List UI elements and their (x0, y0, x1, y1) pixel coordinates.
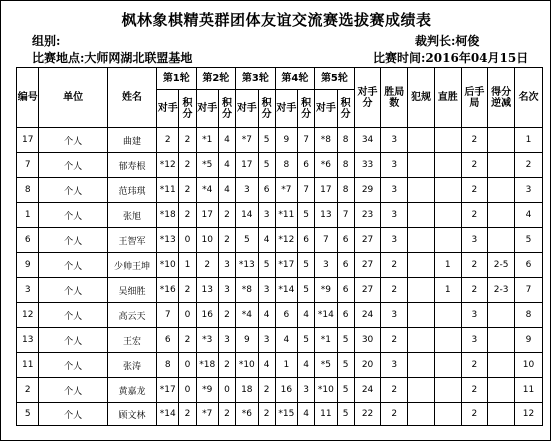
cell-round-3-points: 3 (258, 328, 275, 353)
cell-rank: 5 (515, 228, 543, 253)
cell-round-4-opponent: *11 (275, 203, 297, 228)
chief-judge: 裁判长:柯俊 (415, 34, 480, 48)
cell-direct: 1 (434, 253, 461, 278)
cell-round-1-points: 2 (179, 403, 196, 426)
cell-round-5-opponent: 17 (315, 178, 337, 203)
cell-wins: 3 (381, 203, 408, 228)
cell-foul (408, 253, 435, 278)
header-rank: 名次 (515, 68, 543, 128)
cell-reverse (488, 178, 515, 203)
cell-round-3-opponent: 18 (236, 378, 258, 403)
table-row (17, 403, 543, 426)
cell-round-2-points: 2 (219, 303, 236, 328)
cell-direct: 1 (434, 278, 461, 303)
cell-round-1-opponent: *18 (157, 203, 179, 228)
cell-round-1-opponent: *17 (157, 378, 179, 403)
cell-round-2-opponent: *1 (196, 128, 218, 153)
cell-round-4-points: 6 (298, 153, 315, 178)
cell-reverse (488, 203, 515, 228)
header-round-1-pts: 积分 (179, 90, 196, 128)
cell-round-3-points: 4 (258, 353, 275, 378)
cell-second-hand: 2 (461, 253, 488, 278)
cell-round-1-points: 0 (179, 378, 196, 403)
cell-round-1-opponent: *12 (157, 153, 179, 178)
table-row (17, 278, 543, 303)
cell-round-1-opponent: *11 (157, 178, 179, 203)
cell-foul (408, 178, 435, 203)
cell-round-4-opponent: *12 (275, 228, 297, 253)
cell-opp-score: 23 (354, 203, 381, 228)
cell-foul (408, 303, 435, 328)
cell-round-1-opponent: 7 (157, 303, 179, 328)
header-round-2-opp: 对手 (196, 90, 218, 128)
cell-round-3-points: 4 (258, 228, 275, 253)
header-round-3-opp: 对手 (236, 90, 258, 128)
cell-unit: 个人 (39, 403, 107, 426)
cell-round-3-points: 4 (258, 303, 275, 328)
cell-round-5-points: 8 (337, 128, 354, 153)
cell-rank: 2 (515, 153, 543, 178)
cell-rank: 10 (515, 353, 543, 378)
cell-round-3-points: 2 (258, 403, 275, 426)
cell-round-4-points: 5 (298, 278, 315, 303)
cell-name: 黄嘉龙 (107, 378, 156, 403)
cell-round-4-opponent: 1 (275, 353, 297, 378)
cell-round-5-points: 6 (337, 278, 354, 303)
cell-unit: 个人 (39, 328, 107, 353)
cell-round-5-opponent: 13 (315, 203, 337, 228)
cell-round-3-points: 5 (258, 153, 275, 178)
cell-opp-score: 33 (354, 153, 381, 178)
cell-name: 顾文林 (107, 403, 156, 426)
cell-name: 张涛 (107, 353, 156, 378)
cell-rank: 12 (515, 403, 543, 426)
cell-round-4-opponent: *15 (275, 403, 297, 426)
cell-second-hand: 2 (461, 403, 488, 426)
cell-round-1-opponent: *14 (157, 403, 179, 426)
cell-round-1-points: 2 (179, 178, 196, 203)
cell-round-5-points: 5 (337, 403, 354, 426)
cell-round-2-opponent: *9 (196, 378, 218, 403)
header-wins: 胜局数 (381, 68, 408, 128)
cell-round-4-points: 5 (298, 253, 315, 278)
cell-round-5-opponent: 7 (315, 228, 337, 253)
cell-round-5-opponent: *5 (315, 353, 337, 378)
cell-rank: 1 (515, 128, 543, 153)
cell-round-4-points: 4 (298, 403, 315, 426)
cell-foul (408, 278, 435, 303)
cell-wins: 3 (381, 228, 408, 253)
cell-opp-score: 27 (354, 278, 381, 303)
cell-round-1-points: 2 (179, 328, 196, 353)
cell-round-5-points: 5 (337, 328, 354, 353)
cell-round-4-opponent: 8 (275, 153, 297, 178)
sheet-title: 枫林象棋精英群团体友谊交流赛选拔赛成绩表 (121, 11, 432, 29)
cell-round-5-opponent: *9 (315, 278, 337, 303)
header-round-2: 第2轮 (196, 68, 236, 90)
header-round-5-opp: 对手 (315, 90, 337, 128)
cell-opp-score: 29 (354, 178, 381, 203)
cell-round-2-opponent: *7 (196, 403, 218, 426)
cell-round-2-opponent: *3 (196, 328, 218, 353)
cell-round-2-points: 2 (219, 228, 236, 253)
cell-round-1-points: 2 (179, 203, 196, 228)
cell-round-4-opponent: 6 (275, 303, 297, 328)
group-label: 组别: (32, 34, 61, 48)
cell-second-hand: 3 (461, 328, 488, 353)
cell-rank: 8 (515, 303, 543, 328)
table-row (17, 253, 543, 278)
cell-round-5-opponent: *1 (315, 328, 337, 353)
cell-round-2-opponent: 17 (196, 203, 218, 228)
cell-name: 少帅王坤 (107, 253, 156, 278)
cell-name: 王智军 (107, 228, 156, 253)
table-row (17, 178, 543, 203)
cell-wins: 2 (381, 403, 408, 426)
cell-round-4-opponent: 9 (275, 128, 297, 153)
cell-opp-score: 27 (354, 253, 381, 278)
cell-no: 17 (17, 128, 39, 153)
cell-opp-score: 34 (354, 128, 381, 153)
cell-round-2-opponent: 13 (196, 278, 218, 303)
cell-round-2-opponent: *4 (196, 178, 218, 203)
cell-second-hand: 2 (461, 153, 488, 178)
cell-wins: 3 (381, 178, 408, 203)
cell-foul (408, 153, 435, 178)
cell-round-3-opponent: *4 (236, 303, 258, 328)
table-row (17, 228, 543, 253)
cell-round-4-points: 6 (298, 228, 315, 253)
header-round-3: 第3轮 (236, 68, 276, 90)
header-round-1-opp: 对手 (157, 90, 179, 128)
cell-unit: 个人 (39, 153, 107, 178)
cell-round-1-points: 1 (179, 253, 196, 278)
cell-second-hand: 2 (461, 203, 488, 228)
cell-round-4-points: 7 (298, 178, 315, 203)
cell-round-3-opponent: *7 (236, 128, 258, 153)
header-round-3-pts: 积分 (258, 90, 275, 128)
header-foul: 犯规 (408, 68, 435, 128)
cell-direct (434, 353, 461, 378)
cell-opp-score: 22 (354, 403, 381, 426)
cell-reverse (488, 128, 515, 153)
header-opp-score: 对手分 (354, 68, 381, 128)
cell-name: 张旭 (107, 203, 156, 228)
cell-direct (434, 378, 461, 403)
cell-round-3-opponent: 5 (236, 228, 258, 253)
cell-no: 9 (17, 253, 39, 278)
cell-foul (408, 328, 435, 353)
cell-round-4-points: 5 (298, 203, 315, 228)
cell-direct (434, 328, 461, 353)
cell-unit: 个人 (39, 353, 107, 378)
cell-no: 8 (17, 178, 39, 203)
cell-round-4-points: 7 (298, 128, 315, 153)
cell-wins: 2 (381, 328, 408, 353)
cell-round-3-points: 5 (258, 128, 275, 153)
cell-rank: 3 (515, 178, 543, 203)
cell-no: 12 (17, 303, 39, 328)
cell-round-1-points: 0 (179, 353, 196, 378)
cell-opp-score: 20 (354, 353, 381, 378)
cell-no: 13 (17, 328, 39, 353)
header-round-4-pts: 积分 (298, 90, 315, 128)
cell-round-4-points: 4 (298, 303, 315, 328)
cell-round-4-opponent: *14 (275, 278, 297, 303)
cell-round-1-opponent: *16 (157, 278, 179, 303)
cell-rank: 9 (515, 328, 543, 353)
cell-foul (408, 378, 435, 403)
cell-round-3-opponent: 14 (236, 203, 258, 228)
cell-reverse (488, 328, 515, 353)
cell-no: 11 (17, 353, 39, 378)
table-row (17, 378, 543, 403)
cell-unit: 个人 (39, 253, 107, 278)
cell-wins: 2 (381, 378, 408, 403)
header-round-4-opp: 对手 (275, 90, 297, 128)
cell-round-2-points: 4 (219, 128, 236, 153)
cell-name: 高云天 (107, 303, 156, 328)
cell-second-hand: 3 (461, 303, 488, 328)
cell-wins: 3 (381, 303, 408, 328)
cell-round-3-points: 5 (258, 253, 275, 278)
cell-round-4-opponent: 16 (275, 378, 297, 403)
cell-wins: 3 (381, 353, 408, 378)
cell-round-2-opponent: 10 (196, 228, 218, 253)
cell-unit: 个人 (39, 203, 107, 228)
header-round-4: 第4轮 (275, 68, 315, 90)
cell-foul (408, 403, 435, 426)
cell-round-1-points: 0 (179, 303, 196, 328)
header-round-2-pts: 积分 (219, 90, 236, 128)
cell-foul (408, 353, 435, 378)
cell-foul (408, 228, 435, 253)
cell-reverse (488, 378, 515, 403)
header-second-hand: 后手局 (461, 68, 488, 128)
cell-unit: 个人 (39, 128, 107, 153)
cell-round-5-opponent: *10 (315, 378, 337, 403)
cell-name: 郁寿根 (107, 153, 156, 178)
cell-reverse (488, 153, 515, 178)
cell-foul (408, 203, 435, 228)
cell-round-1-opponent: 6 (157, 328, 179, 353)
cell-second-hand: 2 (461, 278, 488, 303)
cell-round-1-opponent: 8 (157, 353, 179, 378)
cell-round-2-opponent: *5 (196, 153, 218, 178)
cell-round-5-points: 5 (337, 378, 354, 403)
cell-reverse: 2-3 (488, 278, 515, 303)
cell-no: 2 (17, 378, 39, 403)
cell-round-2-points: 4 (219, 178, 236, 203)
cell-round-1-points: 2 (179, 128, 196, 153)
cell-no: 1 (17, 203, 39, 228)
cell-name: 吴细胜 (107, 278, 156, 303)
cell-round-5-points: 6 (337, 228, 354, 253)
cell-direct (434, 228, 461, 253)
cell-reverse: 2-5 (488, 253, 515, 278)
cell-round-4-opponent: *7 (275, 178, 297, 203)
cell-name: 范玮琪 (107, 178, 156, 203)
cell-round-3-opponent: *10 (236, 353, 258, 378)
cell-round-4-points: 5 (298, 328, 315, 353)
cell-round-1-points: 0 (179, 228, 196, 253)
header-round-5-pts: 积分 (337, 90, 354, 128)
cell-round-2-opponent: 2 (196, 253, 218, 278)
cell-round-4-points: 3 (298, 378, 315, 403)
cell-round-4-opponent: *17 (275, 253, 297, 278)
cell-direct (434, 178, 461, 203)
cell-direct (434, 403, 461, 426)
match-date: 比赛时间:2016年04月15日 (373, 51, 529, 65)
cell-opp-score: 24 (354, 378, 381, 403)
cell-wins: 3 (381, 128, 408, 153)
cell-round-4-opponent: 4 (275, 328, 297, 353)
cell-round-2-points: 2 (219, 353, 236, 378)
cell-round-1-points: 2 (179, 278, 196, 303)
cell-round-1-opponent: 2 (157, 128, 179, 153)
cell-round-3-points: 3 (258, 203, 275, 228)
cell-second-hand: 2 (461, 128, 488, 153)
header-no: 编号 (17, 68, 39, 128)
cell-unit: 个人 (39, 378, 107, 403)
cell-round-2-points: 4 (219, 153, 236, 178)
cell-direct (434, 153, 461, 178)
cell-rank: 4 (515, 203, 543, 228)
cell-second-hand: 2 (461, 378, 488, 403)
cell-wins: 2 (381, 278, 408, 303)
cell-unit: 个人 (39, 178, 107, 203)
cell-name: 曲建 (107, 128, 156, 153)
cell-round-5-opponent: 3 (315, 253, 337, 278)
cell-rank: 11 (515, 378, 543, 403)
cell-unit: 个人 (39, 228, 107, 253)
cell-round-3-points: 3 (258, 278, 275, 303)
cell-round-5-points: 8 (337, 153, 354, 178)
cell-direct (434, 128, 461, 153)
cell-round-1-opponent: *10 (157, 253, 179, 278)
cell-round-2-points: 3 (219, 278, 236, 303)
cell-name: 王宏 (107, 328, 156, 353)
cell-round-3-opponent: 9 (236, 328, 258, 353)
table-row (17, 328, 543, 353)
cell-opp-score: 24 (354, 303, 381, 328)
header-round-5: 第5轮 (315, 68, 355, 90)
cell-round-3-opponent: *8 (236, 278, 258, 303)
cell-second-hand: 3 (461, 228, 488, 253)
cell-no: 3 (17, 278, 39, 303)
cell-opp-score: 27 (354, 228, 381, 253)
cell-direct (434, 203, 461, 228)
venue: 比赛地点:大师网湖北联盟基地 (32, 51, 193, 65)
cell-round-3-opponent: 3 (236, 178, 258, 203)
cell-round-4-points: 4 (298, 353, 315, 378)
cell-rank: 6 (515, 253, 543, 278)
cell-no: 5 (17, 403, 39, 426)
cell-round-2-opponent: 16 (196, 303, 218, 328)
table-row (17, 153, 543, 178)
cell-reverse (488, 228, 515, 253)
cell-round-5-points: 8 (337, 178, 354, 203)
cell-reverse (488, 353, 515, 378)
results-table (16, 67, 543, 426)
cell-round-5-opponent: *6 (315, 153, 337, 178)
cell-round-1-opponent: *13 (157, 228, 179, 253)
cell-round-5-points: 6 (337, 303, 354, 328)
cell-round-5-points: 6 (337, 253, 354, 278)
cell-round-3-opponent: *13 (236, 253, 258, 278)
header-name: 姓名 (107, 68, 156, 128)
cell-reverse (488, 303, 515, 328)
cell-foul (408, 128, 435, 153)
cell-round-5-opponent: *8 (315, 128, 337, 153)
cell-no: 7 (17, 153, 39, 178)
table-row (17, 203, 543, 228)
cell-round-2-points: 2 (219, 203, 236, 228)
cell-round-3-opponent: *6 (236, 403, 258, 426)
cell-round-2-points: 0 (219, 378, 236, 403)
cell-round-2-opponent: *18 (196, 353, 218, 378)
cell-second-hand: 2 (461, 353, 488, 378)
cell-unit: 个人 (39, 303, 107, 328)
cell-second-hand: 2 (461, 178, 488, 203)
header-unit: 单位 (39, 68, 107, 128)
cell-reverse (488, 403, 515, 426)
table-row (17, 303, 543, 328)
header-direct: 直胜 (434, 68, 461, 128)
cell-no: 6 (17, 228, 39, 253)
cell-round-5-points: 5 (337, 353, 354, 378)
cell-wins: 3 (381, 153, 408, 178)
cell-round-1-points: 2 (179, 153, 196, 178)
cell-round-5-opponent: 11 (315, 403, 337, 426)
cell-round-3-points: 6 (258, 178, 275, 203)
header-reverse: 得分逆减 (488, 68, 515, 128)
cell-opp-score: 30 (354, 328, 381, 353)
header-round-1: 第1轮 (157, 68, 197, 90)
cell-direct (434, 303, 461, 328)
cell-round-5-points: 7 (337, 203, 354, 228)
cell-round-3-opponent: 17 (236, 153, 258, 178)
cell-rank: 7 (515, 278, 543, 303)
cell-round-2-points: 2 (219, 403, 236, 426)
table-row (17, 353, 543, 378)
table-row (17, 128, 543, 153)
cell-round-2-points: 3 (219, 328, 236, 353)
cell-wins: 2 (381, 253, 408, 278)
cell-round-5-opponent: *14 (315, 303, 337, 328)
cell-unit: 个人 (39, 278, 107, 303)
cell-round-3-points: 2 (258, 378, 275, 403)
cell-round-2-points: 3 (219, 253, 236, 278)
